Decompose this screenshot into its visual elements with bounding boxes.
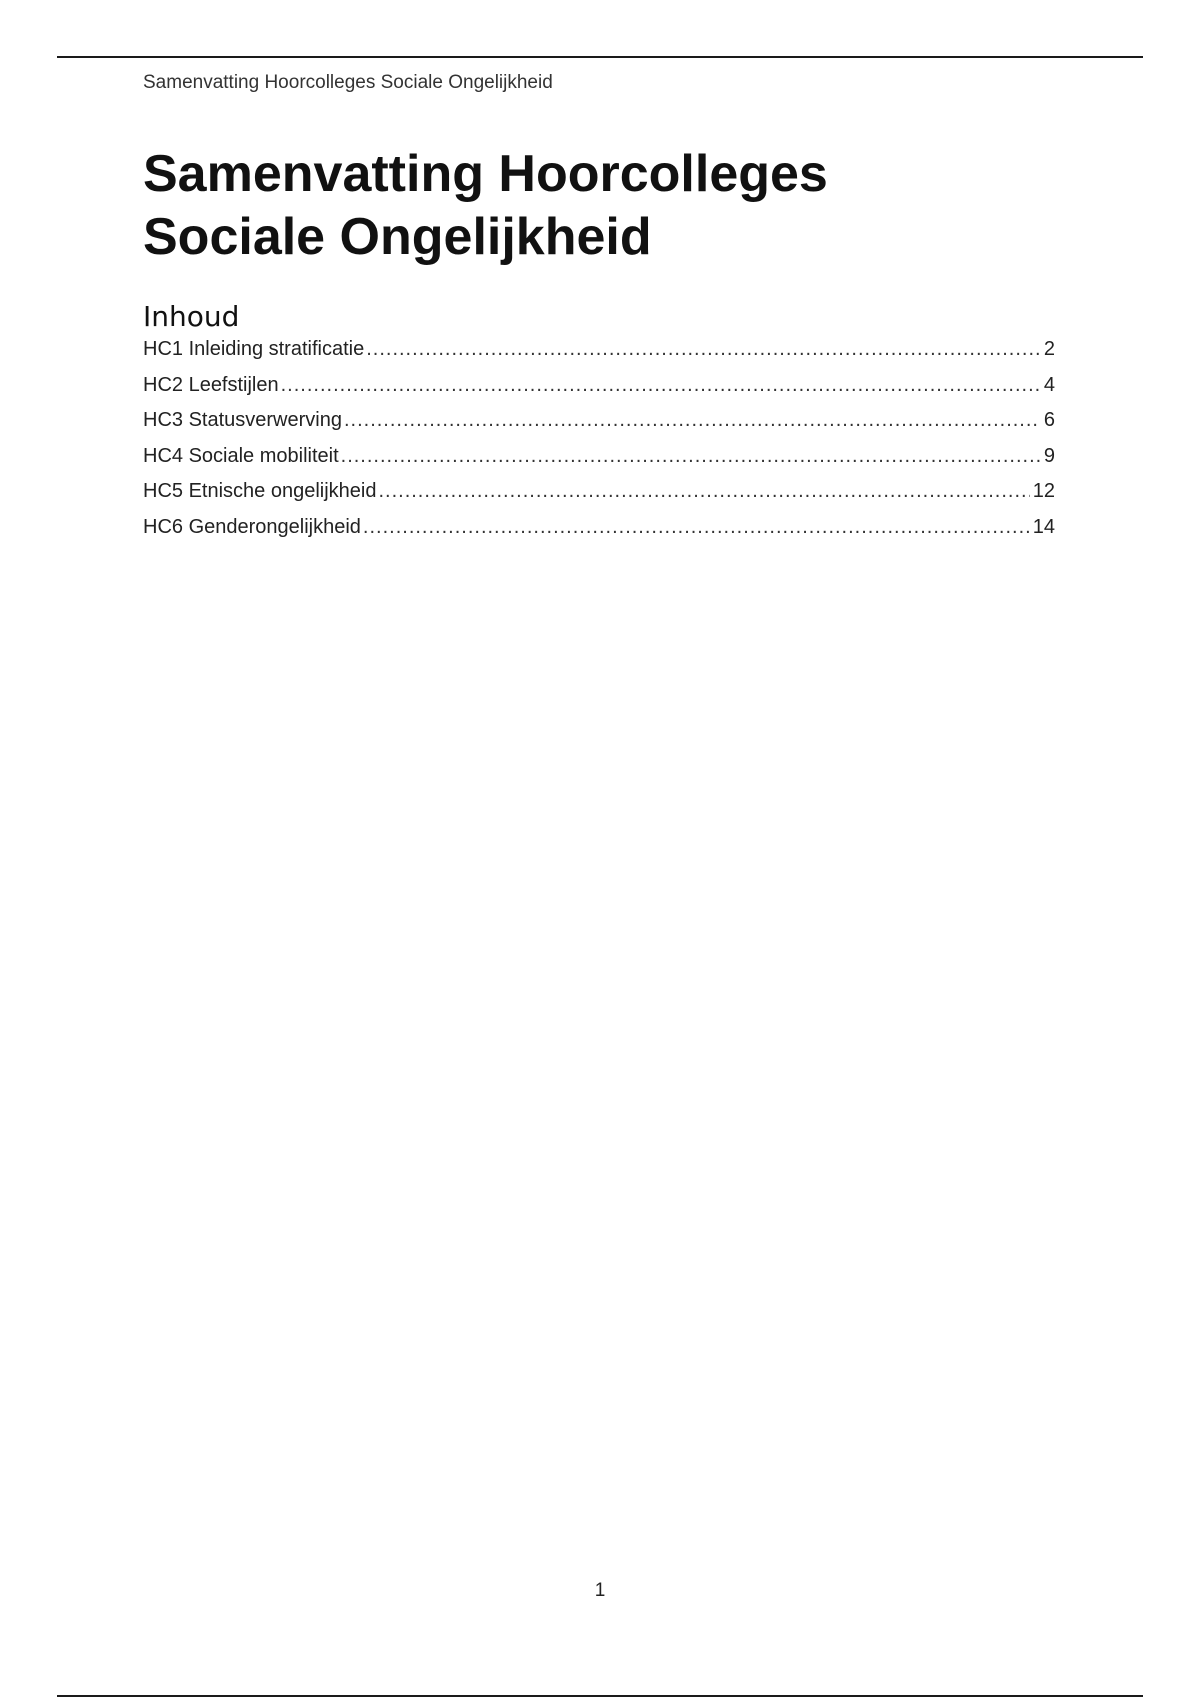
toc-entry-hc1[interactable] (143, 338, 1055, 374)
table-of-contents (143, 338, 1055, 552)
toc-dot-leader (344, 409, 1040, 432)
toc-entry-hc6[interactable] (143, 516, 1055, 552)
document-title (143, 143, 1043, 269)
toc-entry-hc2[interactable] (143, 374, 1055, 410)
toc-entry-page: 6 (1043, 409, 1055, 432)
toc-dot-leader (363, 516, 1030, 539)
toc-entry-page: 4 (1043, 373, 1055, 396)
toc-entry-page: 12 (1032, 480, 1055, 503)
toc-entry-hc4[interactable] (143, 445, 1055, 481)
toc-entry-label: HC5 Etnische ongelijkheid (143, 480, 377, 503)
document-title-line-2: Sociale Ongelijkheid (143, 208, 652, 266)
toc-entry-label: HC6 Genderongelijkheid (143, 515, 361, 538)
toc-entry-page: 2 (1043, 338, 1055, 360)
toc-dot-leader (341, 445, 1040, 468)
toc-entry-label: HC1 Inleiding stratificatie (143, 338, 365, 360)
toc-entry-label: HC4 Sociale mobiliteit (143, 444, 339, 467)
toc-dot-leader (378, 480, 1029, 503)
toc-entry-label: HC3 Statusverwerving (143, 409, 342, 432)
page-number: 1 (594, 1580, 606, 1601)
toc-entry-hc5[interactable] (143, 480, 1055, 516)
header-rule (57, 56, 1143, 58)
footer-rule (57, 1695, 1143, 1697)
toc-entry-label: HC2 Leefstijlen (143, 373, 279, 396)
document-title-line-1: Samenvatting Hoorcolleges (143, 145, 828, 203)
running-header: Samenvatting Hoorcolleges Sociale Ongelijkheid (143, 72, 553, 93)
toc-dot-leader (366, 338, 1040, 361)
toc-entry-hc3[interactable] (143, 409, 1055, 445)
toc-dot-leader (281, 374, 1040, 397)
toc-entry-page: 9 (1043, 444, 1055, 467)
toc-entry-page: 14 (1032, 515, 1055, 538)
toc-heading: Inhoud (143, 300, 240, 333)
